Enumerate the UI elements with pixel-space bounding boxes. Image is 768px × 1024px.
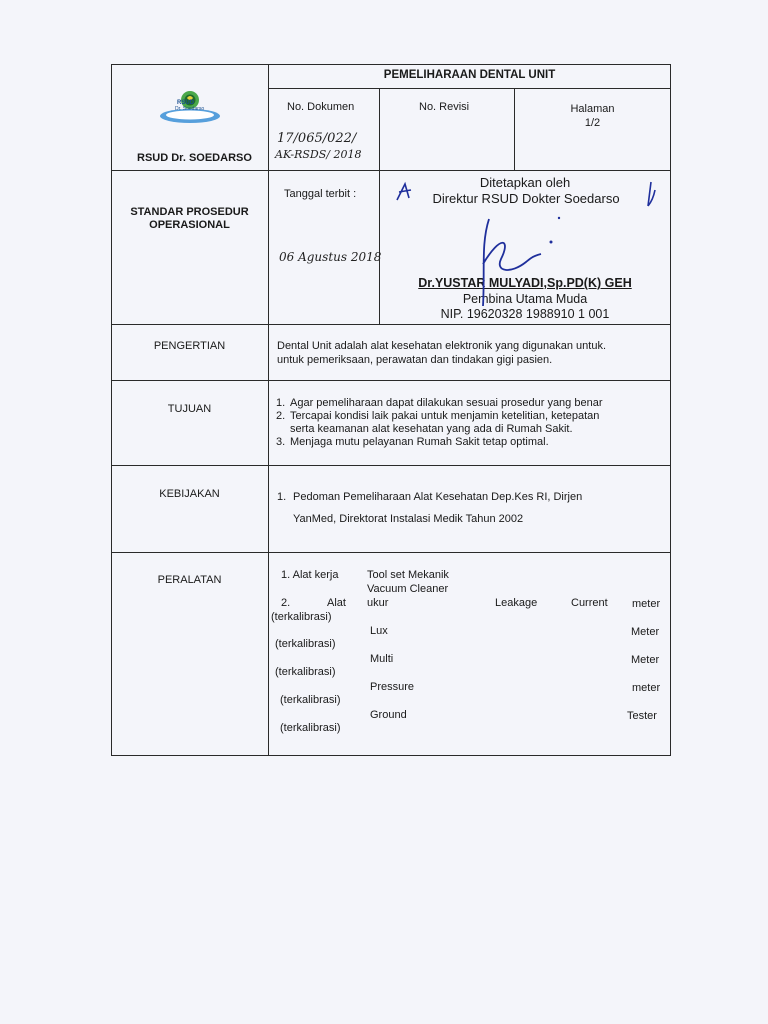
border-top <box>111 64 671 65</box>
peralatan-label: PERALATAN <box>157 574 222 586</box>
vacuum-cleaner-item: Vacuum Cleaner <box>367 583 449 595</box>
signatory-name: Dr.YUSTAR MULYADI,Sp.PD(K) GEH <box>418 276 632 290</box>
meter-word-2: Meter <box>631 626 660 638</box>
pengertian-text-line1: Dental Unit adalah alat kesehatan elektronik yang digunakan untuk. <box>277 340 607 352</box>
lux-item: Lux <box>370 625 388 637</box>
tool-set-item: Tool set Mekanik <box>367 569 449 581</box>
ground-item: Ground <box>370 709 407 721</box>
column-divider <box>268 64 269 756</box>
meter-word-4: meter <box>632 682 661 694</box>
signatory-rank: Pembina Utama Muda <box>462 292 588 306</box>
ditetapkan-oleh: Ditetapkan oleh <box>479 175 571 190</box>
pengertian-label: PENGERTIAN <box>153 340 226 352</box>
document-title: PEMELIHARAAN DENTAL UNIT <box>383 69 556 81</box>
alat-ukur-number: 2. <box>281 597 291 609</box>
terkalibrasi-5: (terkalibrasi) <box>280 722 341 734</box>
kebijakan-text-line1: Pedoman Pemeliharaan Alat Kesehatan Dep.Kes RI, Dirjen <box>293 491 583 503</box>
tujuan-item-number: 3. <box>276 436 286 448</box>
border-bottom <box>111 755 671 756</box>
signatory-nip: NIP. 19620328 1988910 1 001 <box>440 307 610 321</box>
tujuan-item <box>276 436 603 449</box>
tujuan-item <box>276 423 603 436</box>
kebijakan-number: 1. <box>277 491 287 503</box>
paraf-mark-left <box>393 180 423 206</box>
tujuan-item-text: Agar pemeliharaan dapat dilakukan sesuai prosedur yang benar <box>290 397 603 409</box>
sop-title-line1: STANDAR PROSEDUR <box>130 206 249 218</box>
revisi-divider-left <box>379 88 380 171</box>
tujuan-list <box>276 397 603 449</box>
tanggal-terbit-handwritten: 06 Agustus 2018 <box>279 250 382 264</box>
row-divider-3 <box>111 380 671 381</box>
tujuan-item <box>276 410 603 423</box>
tujuan-label: TUJUAN <box>167 403 212 415</box>
halaman-value: 1/2 <box>584 117 601 129</box>
tujuan-item-number: 1. <box>276 397 286 409</box>
pressure-item: Pressure <box>370 681 415 693</box>
row-divider-5 <box>111 552 671 553</box>
halaman-label: Halaman <box>570 103 615 115</box>
paraf-mark-right <box>641 180 661 210</box>
hospital-name: RSUD Dr. SOEDARSO <box>137 152 252 164</box>
tanggal-terbit-label: Tanggal terbit : <box>284 188 357 200</box>
no-dokumen-handwritten-2: AK-RSDS/ 2018 <box>275 148 362 161</box>
current-word: Current <box>571 597 608 609</box>
sop-table <box>111 64 671 756</box>
tujuan-item-text: Tercapai kondisi laik pakai untuk menjamin ketelitian, ketepatan <box>290 410 600 422</box>
alat-kerja-label: 1. Alat kerja <box>281 569 339 581</box>
logo-text-top: RSUD <box>177 100 195 106</box>
title-divider <box>268 88 671 89</box>
row-divider-1 <box>111 170 671 171</box>
kebijakan-text-line2: YanMed, Direktorat Instalasi Medik Tahun 2002 <box>293 513 524 525</box>
leakage-word: Leakage <box>495 597 538 609</box>
pengertian-text-line2: untuk pemeriksaan, perawatan dan tindakan gigi pasien. <box>277 354 553 366</box>
tujuan-item-number: 2. <box>276 410 286 422</box>
kebijakan-label: KEBIJAKAN <box>159 488 220 500</box>
sop-title-line2: OPERASIONAL <box>149 219 230 231</box>
meter-word-1: meter <box>632 598 661 610</box>
direktur-title: Direktur RSUD Dokter Soedarso <box>432 191 620 206</box>
multi-item: Multi <box>370 653 394 665</box>
tester-word: Tester <box>627 710 657 722</box>
tujuan-item-text: serta keamanan alat kesehatan yang ada di Rumah Sakit. <box>290 423 573 435</box>
logo-text-bottom: Dr. Soedarso <box>175 106 205 112</box>
no-revisi-label: No. Revisi <box>419 101 470 113</box>
alat-ukur-label: Alat <box>327 597 346 609</box>
terkalibrasi-4: (terkalibrasi) <box>280 694 341 706</box>
terkalibrasi-3: (terkalibrasi) <box>275 666 336 678</box>
row-divider-2 <box>111 324 671 325</box>
tujuan-item <box>276 397 603 410</box>
border-right <box>670 64 671 756</box>
no-dokumen-label: No. Dokumen <box>287 101 355 113</box>
terkalibrasi-1: (terkalibrasi) <box>271 611 332 623</box>
ukur-word: ukur <box>367 597 389 609</box>
tujuan-item-text: Menjaga mutu pelayanan Rumah Sakit tetap optimal. <box>290 436 549 448</box>
meter-word-3: Meter <box>631 654 660 666</box>
no-dokumen-handwritten-1: 17/065/022/ <box>277 131 357 146</box>
row-divider-4 <box>111 465 671 466</box>
director-signature <box>471 214 571 309</box>
terkalibrasi-2: (terkalibrasi) <box>275 638 336 650</box>
